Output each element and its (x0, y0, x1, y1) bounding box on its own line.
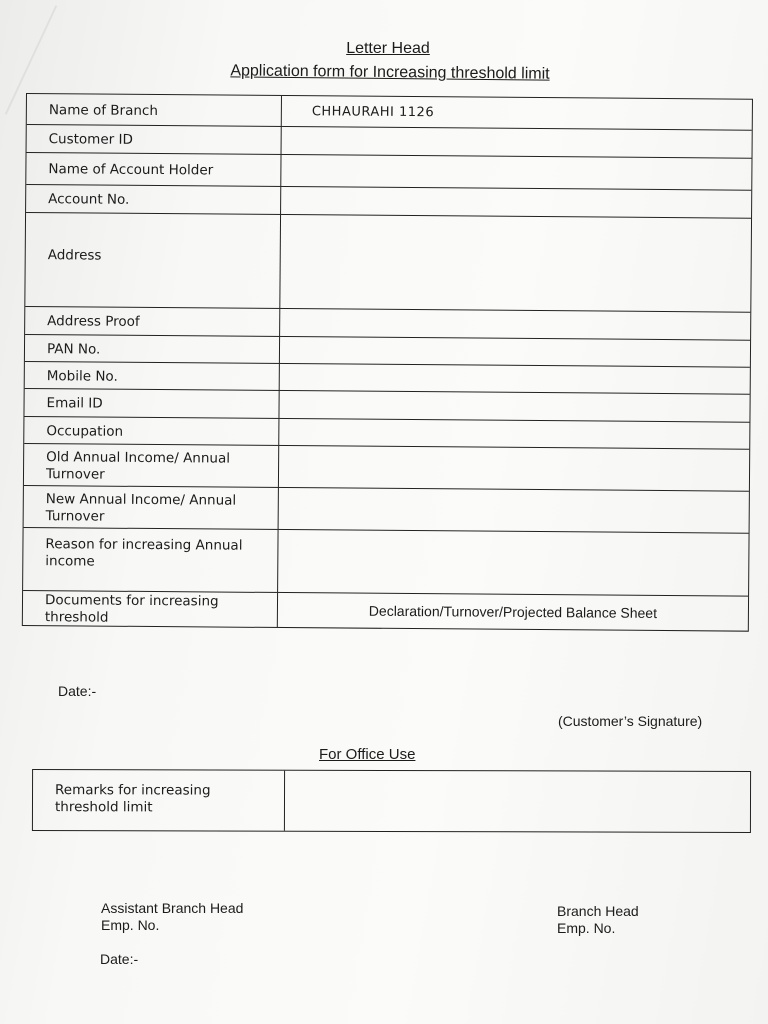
field-label: Address (25, 213, 281, 308)
remarks-field[interactable] (285, 771, 750, 832)
address-proof-field[interactable] (280, 309, 750, 340)
occupation-field[interactable] (279, 419, 749, 449)
field-label: Customer ID (27, 125, 282, 154)
reason-field[interactable] (278, 530, 748, 596)
account-holder-field[interactable] (281, 155, 751, 190)
form-row-documents (23, 591, 748, 631)
pan-field[interactable] (280, 337, 750, 367)
date-label-2: Date:- (100, 951, 139, 967)
field-label: Occupation (24, 417, 279, 445)
documents-value[interactable]: Declaration/Turnover/Projected Balance Sheet (368, 602, 658, 621)
letter-head-title: Letter Head (346, 40, 430, 57)
form-row-reason (23, 528, 748, 597)
email-field[interactable] (279, 391, 749, 422)
form-row-address (25, 213, 751, 313)
office-use-table (32, 769, 751, 833)
customer-id-field[interactable] (282, 127, 752, 158)
branch-name-value[interactable]: CHHAURAHI 1126 (311, 103, 435, 120)
field-label: PAN No. (25, 335, 280, 363)
customer-signature-label: (Customer’s Signature) (558, 713, 703, 729)
address-field[interactable] (280, 215, 751, 312)
assistant-branch-head-title: Assistant Branch Head (101, 900, 244, 916)
form-row-old-income (24, 444, 749, 492)
date-label: Date:- (58, 683, 97, 699)
branch-head-block (557, 903, 639, 937)
field-label: Name of Branch (27, 94, 282, 126)
mobile-field[interactable] (280, 364, 750, 394)
assistant-branch-head-block (101, 900, 243, 934)
old-income-field[interactable] (279, 446, 749, 491)
new-income-field[interactable] (279, 488, 749, 533)
office-use-title: For Office Use (319, 746, 416, 763)
remarks-label: Remarks for increasing threshold limit (33, 770, 285, 831)
application-form-table (22, 93, 753, 632)
branch-emp-no: Emp. No. (557, 920, 616, 936)
form-row-new-income (24, 486, 749, 534)
branch-head-title: Branch Head (557, 903, 639, 919)
form-title: Application form for Increasing threshold limit (230, 62, 550, 83)
field-label: Account No. (26, 185, 281, 214)
field-label: New Annual Income/ Annual Turnover (24, 486, 279, 529)
field-label: Reason for increasing Annual income (23, 528, 278, 592)
field-label: Mobile No. (25, 362, 280, 390)
field-label: Name of Account Holder (26, 153, 281, 186)
field-label: Documents for increasing threshold (23, 591, 278, 627)
account-no-field[interactable] (281, 187, 751, 218)
field-label: Email ID (24, 389, 279, 418)
field-label: Address Proof (25, 307, 280, 336)
assistant-emp-no: Emp. No. (101, 917, 160, 933)
field-label: Old Annual Income/ Annual Turnover (24, 444, 279, 487)
